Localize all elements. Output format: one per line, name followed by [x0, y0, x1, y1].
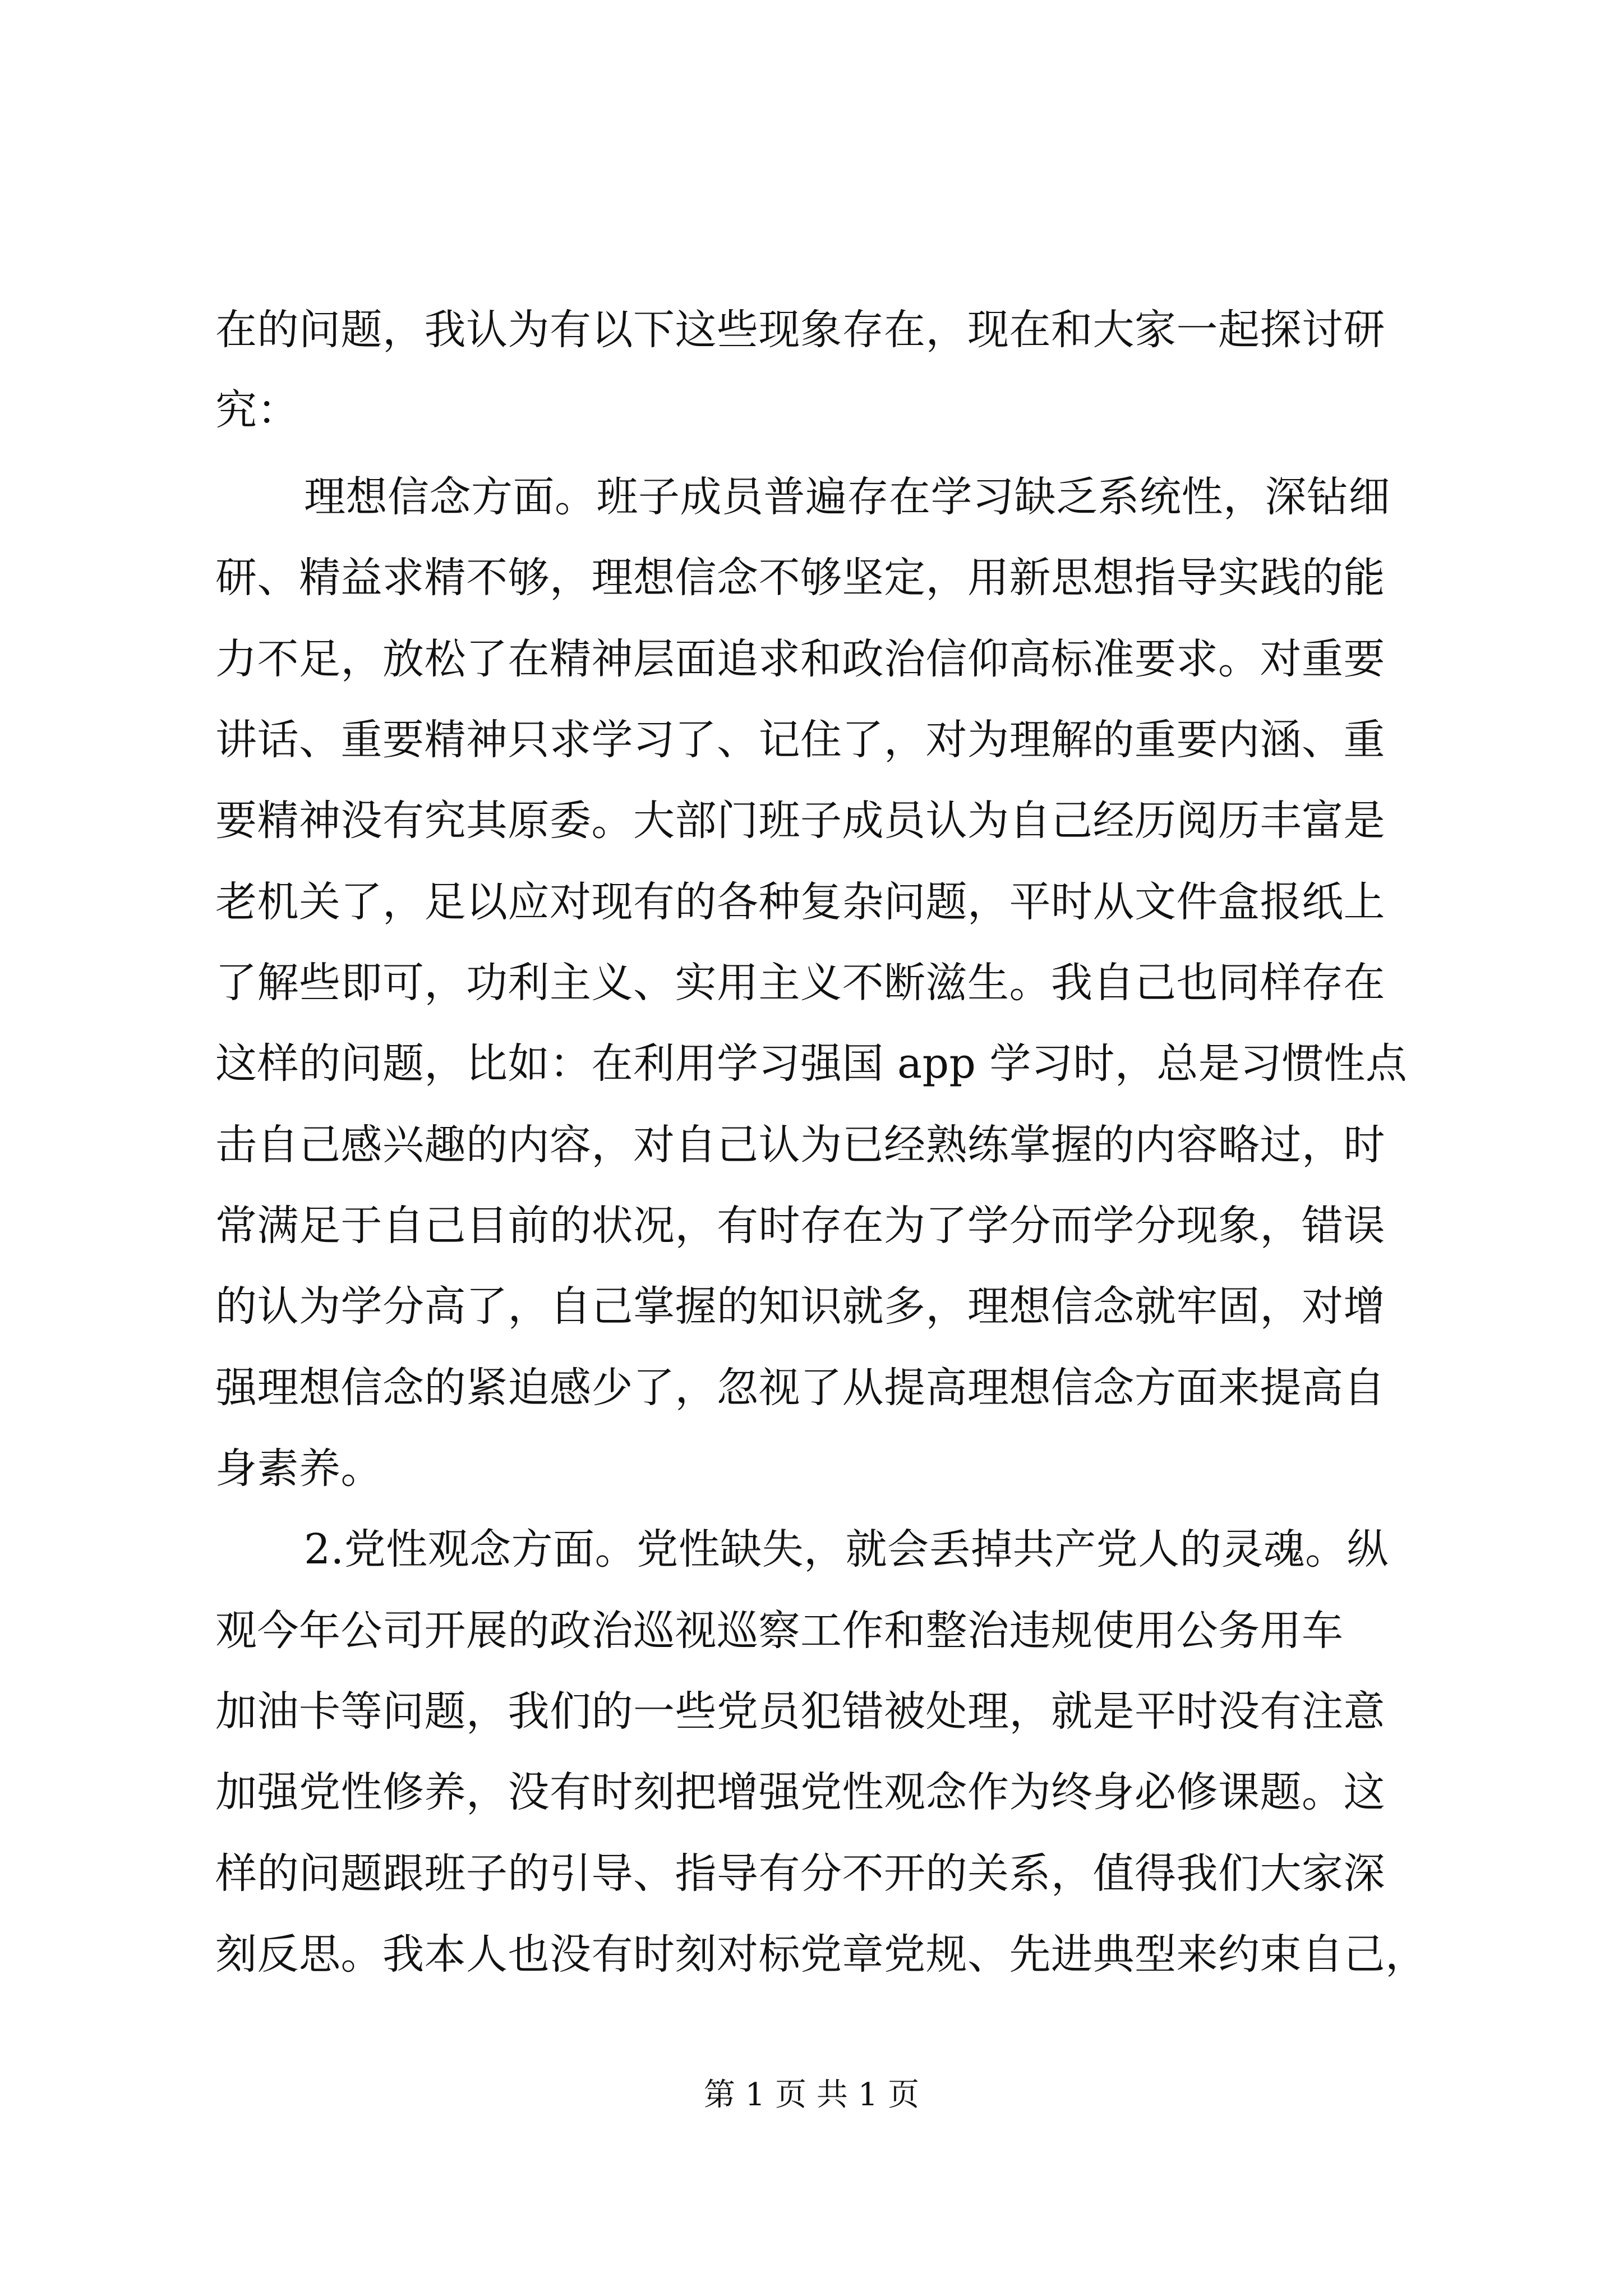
text-line: 这样的问题，比如：在利用学习强国 app 学习时，总是习惯性点	[215, 1039, 1408, 1088]
text-line: 了解些即可，功利主义、实用主义不断滋生。我自己也同样存在	[215, 959, 1385, 1007]
text-line: 在的问题，我认为有以下这些现象存在，现在和大家一起探讨研	[215, 306, 1385, 354]
text-line: 加油卡等问题，我们的一些党员犯错被处理，就是平时没有注意	[215, 1687, 1385, 1736]
text-line: 加强党性修养，没有时刻把增强党性观念作为终身必修课题。这	[215, 1768, 1385, 1816]
text-line: 究：	[215, 386, 299, 434]
text-line: 研、精益求精不够，理想信念不够坚定，用新思想指导实践的能	[215, 554, 1385, 602]
text-line: 力不足，放松了在精神层面追求和政治信仰高标准要求。对重要	[215, 635, 1385, 683]
text-line: 刻反思。我本人也没有时刻对标党章党规、先进典型来约束自己，	[215, 1930, 1427, 1978]
text-line: 常满足于自己目前的状况，有时存在为了学分而学分现象，错误	[215, 1202, 1385, 1250]
text-line: 要精神没有究其原委。大部门班子成员认为自己经历阅历丰富是	[215, 797, 1385, 845]
text-line: 强理想信念的紧迫感少了，忽视了从提高理想信念方面来提高自	[215, 1364, 1385, 1412]
paragraph-first-line: 2.党性观念方面。党性缺失，就会丢掉共产党人的灵魂。纵	[304, 1525, 1389, 1573]
text-line: 的认为学分高了，自己掌握的知识就多，理想信念就牢固，对增	[215, 1282, 1385, 1331]
text-line: 样的问题跟班子的引导、指导有分不开的关系，值得我们大家深	[215, 1849, 1385, 1898]
text-line: 身素养。	[215, 1444, 382, 1493]
text-line: 讲话、重要精神只求学习了、记住了，对为理解的重要内涵、重	[215, 716, 1385, 764]
text-line: 观今年公司开展的政治巡视巡察工作和整治违规使用公务用车	[215, 1607, 1344, 1655]
text-line: 老机关了，足以应对现有的各种复杂问题，平时从文件盒报纸上	[215, 878, 1385, 926]
paragraph-first-line: 理想信念方面。班子成员普遍存在学习缺乏系统性，深钻细	[304, 473, 1390, 521]
page-footer: 第 1 页 共 1 页	[703, 2077, 920, 2113]
text-line: 击自己感兴趣的内容，对自己认为已经熟练掌握的内容略过，时	[215, 1121, 1385, 1169]
